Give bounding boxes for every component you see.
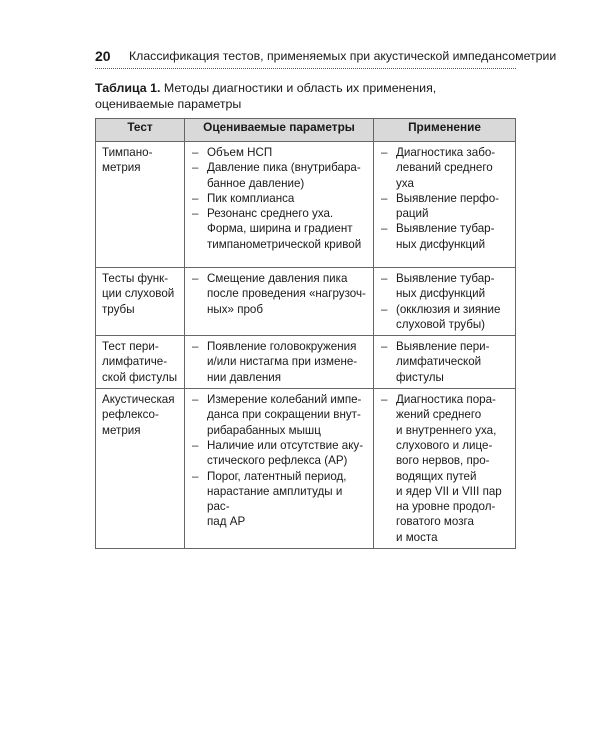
page-number: 20 [95, 48, 111, 64]
params-cell [185, 142, 374, 268]
table-row [96, 389, 516, 549]
uses-cell [374, 389, 516, 549]
test-name: Тест пери- лимфатиче- ской фистулы [96, 336, 185, 389]
test-name: Тесты функ- ции слуховой трубы [96, 268, 185, 336]
param-item: – Объем НСП [190, 145, 368, 160]
uses-cell [374, 142, 516, 268]
param-item: – Наличие или отсутствие аку- стического рефлекса (АР) [190, 438, 368, 469]
uses-cell [374, 336, 516, 389]
table-caption-text: Методы диагностики и область их применения, оцениваемые параметры [95, 81, 437, 111]
running-title: Классификация тестов, применяемых при акустической импедансометрии [129, 49, 557, 63]
use-item: – Диагностика пора- жений среднего и внутреннего уха, слухового и лице- вого нервов, про- водящих путей и ядер VII и VIII пар на уровне продол- говатого мозга и моста [379, 392, 510, 545]
use-item: – Выявление тубар- ных дисфункций [379, 221, 510, 252]
uses-cell [374, 268, 516, 336]
column-header-test: Тест [96, 119, 185, 142]
page-header [95, 44, 557, 69]
test-name: Акустическая рефлексо- метрия [96, 389, 185, 549]
param-item: – Пик комплианса [190, 191, 368, 206]
param-item: – Резонанс среднего уха. Форма, ширина и градиент тимпанометрической кривой [190, 206, 368, 252]
use-item: – (окклюзия и зияние слуховой трубы) [379, 302, 510, 333]
param-item: – Появление головокружения и/или нистагма при измене- нии давления [190, 339, 368, 385]
column-header-params: Оцениваемые параметры [185, 119, 374, 142]
table-row [96, 336, 516, 389]
use-item: – Диагностика забо- леваний среднего уха [379, 145, 510, 191]
column-header-uses: Применение [374, 119, 516, 142]
params-cell [185, 268, 374, 336]
param-item: – Порог, латентный период, нарастание амплитуды и рас- пад АР [190, 469, 368, 530]
param-item: – Измерение колебаний импе- данса при сокращении внут- рибарабанных мышц [190, 392, 368, 438]
param-item: – Смещение давления пика после проведения «нагрузоч- ных» проб [190, 271, 368, 317]
use-item: – Выявление тубар- ных дисфункций [379, 271, 510, 302]
use-item: – Выявление пери- лимфатической фистулы [379, 339, 510, 385]
table-row [96, 142, 516, 268]
params-cell [185, 336, 374, 389]
params-cell [185, 389, 374, 549]
test-name: Тимпано- метрия [96, 142, 185, 268]
table-caption-label: Таблица 1. [95, 81, 161, 95]
param-item: – Давление пика (внутрибара- банное давление) [190, 160, 368, 191]
use-item: – Выявление перфо- раций [379, 191, 510, 222]
table-header-row [96, 119, 516, 142]
table-caption [95, 80, 516, 112]
methods-table [95, 118, 516, 549]
table-row [96, 268, 516, 336]
